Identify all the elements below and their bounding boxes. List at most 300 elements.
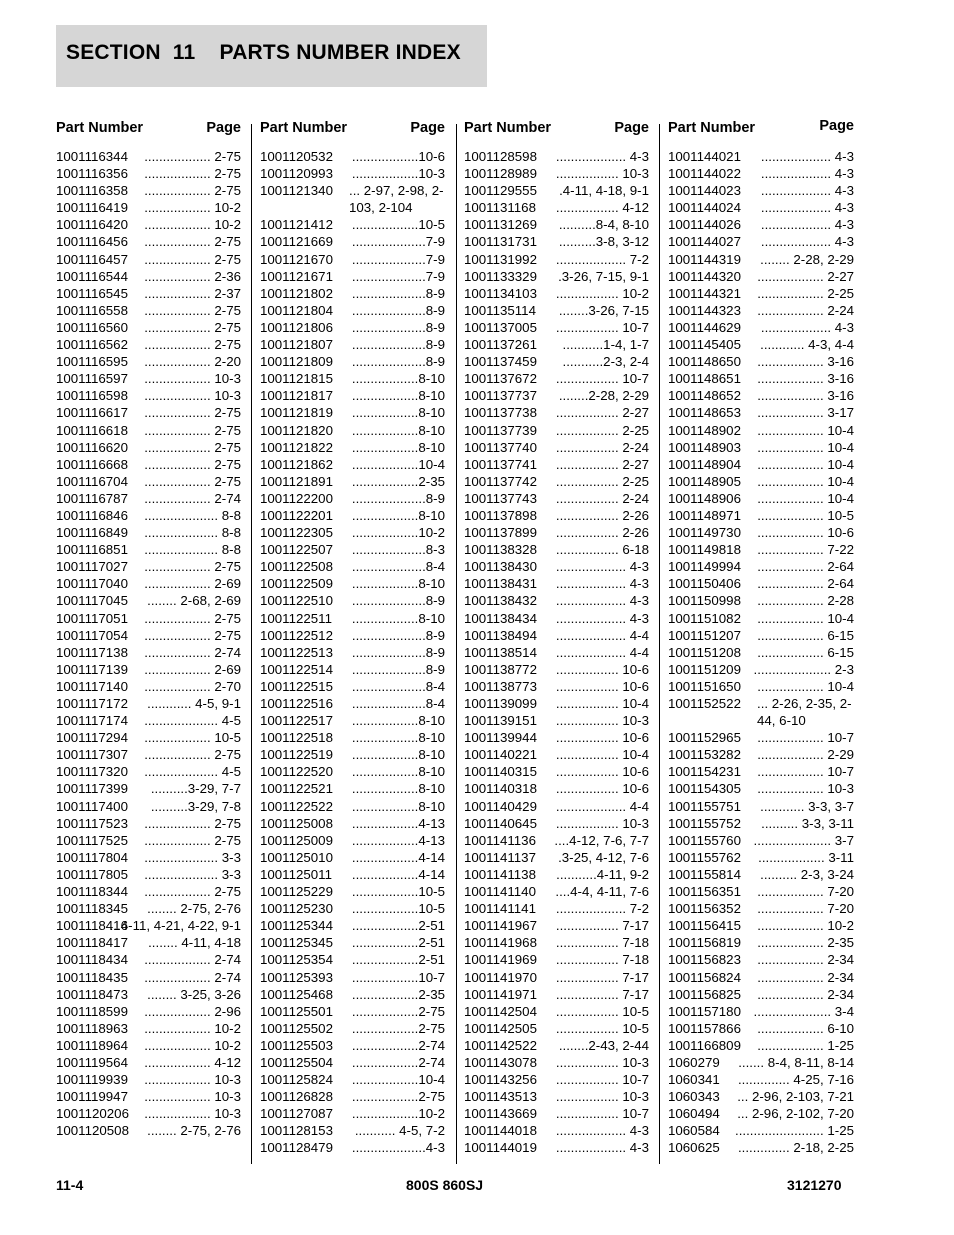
- page-reference: .................. 10-3: [144, 1072, 241, 1088]
- index-entry: [56, 1020, 241, 1037]
- page-reference: ....................8-9: [351, 644, 445, 660]
- page-reference: .................. 1-25: [757, 1037, 854, 1053]
- page-reference: .................. 10-6: [757, 525, 854, 541]
- page-reference: ..................2-75: [351, 1003, 445, 1019]
- part-number: 1001128479: [260, 1140, 333, 1156]
- page-reference: ................. 10-6: [555, 730, 649, 746]
- column-header: [464, 118, 649, 148]
- index-entry: [668, 883, 854, 900]
- page-reference: ..................... 3-7: [753, 832, 854, 848]
- page-reference: ................. 10-3: [555, 815, 649, 831]
- index-entry: [464, 610, 649, 627]
- index-entry: [260, 900, 445, 917]
- page-reference: .................. 2-75: [144, 183, 241, 199]
- page-header: Page: [819, 118, 854, 134]
- page-reference: ................... 4-3: [555, 576, 649, 592]
- part-number: 1001118964: [56, 1037, 128, 1053]
- index-entry: [668, 798, 854, 815]
- page-reference: ................. 2-25: [555, 473, 649, 489]
- page-reference: ..................... 2-3: [753, 661, 854, 677]
- page-reference: .................. 10-3: [144, 1089, 241, 1105]
- index-entry: [668, 1003, 854, 1020]
- part-number: 1001116618: [56, 422, 128, 438]
- part-number: 1001117174: [56, 713, 128, 729]
- page-reference: ................... 4-3: [555, 610, 649, 626]
- index-entry: [260, 644, 445, 661]
- part-number: 1001138328: [464, 542, 537, 558]
- part-number: 1001125468: [260, 986, 333, 1002]
- part-number: 1001144023: [668, 183, 741, 199]
- part-number: 1001137738: [464, 405, 537, 421]
- index-entry: [56, 1088, 241, 1105]
- page-reference: ..................2-51: [351, 952, 445, 968]
- index-entry: [260, 678, 445, 695]
- page-reference: ....................8-9: [351, 490, 445, 506]
- page-reference: ..........3-29, 7-8: [150, 798, 241, 814]
- index-entry: [464, 302, 649, 319]
- page-reference: ................... 4-3: [760, 149, 854, 164]
- index-entry: [260, 182, 445, 216]
- index-entry: [668, 1054, 854, 1071]
- part-number: 1001144019: [464, 1140, 537, 1156]
- part-number: 1001137742: [464, 473, 537, 489]
- index-entry: [56, 729, 241, 746]
- index-entry: [464, 251, 649, 268]
- part-number: 1001121669: [260, 234, 333, 250]
- part-number: 1001139151: [464, 713, 537, 729]
- page-reference: .................. 10-7: [757, 730, 854, 746]
- index-entry: [464, 849, 649, 866]
- page-reference: .................. 2-75: [144, 473, 241, 489]
- part-number: 1001119947: [56, 1089, 128, 1105]
- part-number: 1001143256: [464, 1072, 537, 1088]
- page-reference: ................. 2-24: [555, 490, 649, 506]
- index-entry: [260, 336, 445, 353]
- page-reference: .................. 10-4: [757, 473, 854, 489]
- part-number: 1001117320: [56, 764, 128, 780]
- page-reference: ................. 10-6: [555, 781, 649, 797]
- index-entry: [260, 285, 445, 302]
- page-reference: .................. 2-64: [757, 576, 854, 592]
- page-reference: .................. 10-5: [144, 730, 241, 746]
- part-number: 1001116419: [56, 200, 128, 216]
- index-entry: [668, 268, 854, 285]
- part-number: 1001148906: [668, 490, 741, 506]
- page-reference: ............ 4-5, 9-1: [147, 696, 241, 711]
- part-number: 1001122508: [260, 559, 333, 575]
- page-reference: ................. 2-27: [555, 456, 649, 472]
- page-reference: .................. 10-7: [757, 764, 854, 780]
- page-reference: ................. 10-6: [555, 661, 649, 677]
- index-entry: [464, 746, 649, 763]
- page-reference: ....................8-9: [351, 354, 445, 370]
- part-number: 1001122507: [260, 542, 333, 558]
- page-reference: .................. 2-75: [144, 166, 241, 182]
- index-entry: [464, 507, 649, 524]
- index-entry: [668, 729, 854, 746]
- page-header: Page: [206, 120, 241, 136]
- part-number: 1001125229: [260, 884, 333, 900]
- page-reference: ....................8-9: [351, 627, 445, 643]
- page-reference: ................... 4-4: [555, 798, 649, 814]
- page-reference: ................. 2-26: [555, 507, 649, 523]
- page-reference: ................. 2-26: [555, 525, 649, 541]
- page-reference: .................... 8-8: [144, 542, 241, 558]
- page-reference: ................... 4-3: [760, 200, 854, 216]
- part-number: 1001139099: [464, 696, 537, 711]
- index-entry: [56, 575, 241, 592]
- page-reference: ..................10-2: [351, 1106, 445, 1122]
- index-entry: [668, 1088, 854, 1105]
- part-number-header: Part Number: [56, 120, 144, 136]
- part-number: 1001155752: [668, 815, 741, 831]
- part-number: 1001116595: [56, 354, 128, 370]
- index-entry: [56, 541, 241, 558]
- page-reference: ... 2-96, 2-103, 7-21: [737, 1089, 854, 1105]
- index-entry: [260, 798, 445, 815]
- page-reference: ..................10-5: [351, 901, 445, 917]
- part-number: 1001135114: [464, 302, 536, 318]
- index-entry: [260, 1105, 445, 1122]
- part-number: 1001125010: [260, 849, 333, 865]
- index-entry: [260, 661, 445, 678]
- page-reference: ...........4-11, 9-2: [556, 866, 649, 882]
- part-number: 1001122305: [260, 525, 333, 541]
- part-number: 1001151082: [668, 610, 741, 626]
- index-entry: [464, 592, 649, 609]
- index-entry: [260, 233, 445, 250]
- page-reference: .................. 2-35: [757, 935, 854, 951]
- page-reference: .................. 2-69: [144, 661, 241, 677]
- page-reference: .................. 10-3: [144, 1106, 241, 1122]
- part-number: 1001148651: [668, 371, 741, 387]
- column-divider: [251, 124, 252, 1164]
- page-reference: .................. 2-75: [144, 302, 241, 318]
- part-number: 1001144022: [668, 166, 741, 182]
- index-entry: [668, 951, 854, 968]
- page-reference: .................. 3-16: [757, 354, 854, 370]
- index-entry: [56, 986, 241, 1003]
- part-number: 1001157180: [668, 1003, 741, 1019]
- page-reference: ....................8-3: [351, 542, 445, 558]
- part-number: 1001148652: [668, 388, 741, 404]
- part-number: 1001143669: [464, 1106, 537, 1122]
- page-reference: ................. 10-6: [555, 678, 649, 694]
- index-entry: [464, 490, 649, 507]
- page-reference: .................. 3-16: [757, 388, 854, 404]
- index-entry: [56, 1054, 241, 1071]
- part-number: 1001120532: [260, 149, 333, 164]
- index-entry: [260, 165, 445, 182]
- index-entry: [56, 336, 241, 353]
- part-number: 1060584: [668, 1123, 720, 1139]
- page-reference: ..................2-51: [351, 918, 445, 934]
- index-entry: [56, 319, 241, 336]
- part-number: 1001144026: [668, 217, 741, 233]
- page-reference: ....................8-9: [351, 302, 445, 318]
- part-number: 1001137743: [464, 490, 537, 506]
- index-entry: [464, 1105, 649, 1122]
- part-number: 1001117307: [56, 747, 128, 763]
- index-entry: [464, 216, 649, 233]
- index-entry: [464, 575, 649, 592]
- index-entry: [56, 849, 241, 866]
- page-reference: ....................7-9: [351, 234, 445, 250]
- index-entry: [260, 319, 445, 336]
- index-entry: [464, 900, 649, 917]
- index-entry: [668, 1139, 854, 1156]
- part-number: 1001148904: [668, 456, 741, 472]
- index-entry: [668, 302, 854, 319]
- page-reference: .................. 2-74: [144, 644, 241, 660]
- index-entry: [668, 336, 854, 353]
- part-number: 1001116560: [56, 319, 128, 335]
- index-entry: [464, 456, 649, 473]
- page-reference: ................... 4-3: [555, 149, 649, 164]
- part-number: 1001120206: [56, 1106, 129, 1122]
- part-number: 1001134103: [464, 285, 537, 301]
- index-entry: [56, 199, 241, 216]
- page-reference: ..................2-74: [351, 1037, 445, 1053]
- page-reference: .................. 7-20: [757, 884, 854, 900]
- part-number: 1001157866: [668, 1020, 741, 1036]
- page-reference: ..................8-10: [351, 730, 445, 746]
- part-number: 1001117138: [56, 644, 128, 660]
- page-reference: ................. 10-5: [555, 1003, 649, 1019]
- page-reference: ..................10-7: [351, 969, 445, 985]
- page-reference: ....................8-4: [351, 559, 445, 575]
- part-number: 1001144323: [668, 302, 741, 318]
- page-reference: ..................... 3-4: [753, 1003, 854, 1019]
- index-entry: [668, 815, 854, 832]
- page-reference: .................. 2-20: [144, 354, 241, 370]
- index-entry: [260, 866, 445, 883]
- part-number: 1001118344: [56, 884, 128, 900]
- part-number: 1001131269: [464, 217, 537, 233]
- page-reference: .......... 3-3, 3-11: [761, 815, 854, 831]
- index-entry: [668, 404, 854, 421]
- index-entry: [464, 541, 649, 558]
- index-entry: [668, 1105, 854, 1122]
- page-reference: ..................8-10: [351, 713, 445, 729]
- part-number: 1001141967: [464, 918, 537, 934]
- index-entry: [260, 729, 445, 746]
- index-entry: [56, 439, 241, 456]
- part-number: 1001140221: [464, 747, 537, 763]
- part-number: 1001156415: [668, 918, 741, 934]
- page-reference: .................. 2-37: [144, 285, 241, 301]
- index-entry: [56, 934, 241, 951]
- part-number: 1001125393: [260, 969, 333, 985]
- page-reference: .................. 3-17: [757, 405, 854, 421]
- page-reference: ....... 8-4, 8-11, 8-14: [738, 1054, 854, 1070]
- part-number: 1001141971: [464, 986, 537, 1002]
- index-entry: [464, 969, 649, 986]
- page-reference: .................... 3-3: [144, 849, 241, 865]
- part-number: 1001133329: [464, 268, 537, 284]
- page-reference: ..................2-75: [351, 1089, 445, 1105]
- part-number: 1001116597: [56, 371, 128, 387]
- page-reference: .................. 2-34: [757, 986, 854, 1002]
- index-column-4: [668, 118, 854, 1157]
- part-number: 1001142504: [464, 1003, 537, 1019]
- part-number: 1001140429: [464, 798, 537, 814]
- index-entry: [464, 1054, 649, 1071]
- index-entry: [464, 798, 649, 815]
- page-reference: .................. 6-10: [757, 1020, 854, 1036]
- part-number: 1001117172: [56, 696, 128, 711]
- part-number: 1001121822: [260, 439, 333, 455]
- index-entry: [668, 746, 854, 763]
- index-column-1: [56, 118, 241, 1139]
- part-number: 1001145405: [668, 337, 741, 353]
- page-reference: .................. 3-16: [757, 371, 854, 387]
- page-reference: .................. 2-34: [757, 969, 854, 985]
- index-entry: [56, 644, 241, 661]
- page-reference: .................... 4-5: [144, 764, 241, 780]
- page-reference: ................... 7-2: [555, 251, 649, 267]
- index-entry: [464, 285, 649, 302]
- index-entry: [464, 695, 649, 712]
- page-reference: ..................10-4: [351, 456, 445, 472]
- index-entry: [464, 934, 649, 951]
- index-entry: [464, 712, 649, 729]
- index-entry: [464, 1020, 649, 1037]
- index-entry: [464, 1037, 649, 1054]
- part-number: 1001143078: [464, 1054, 537, 1070]
- index-entry: [668, 627, 854, 644]
- index-entry: [56, 1105, 241, 1122]
- page-reference: ...........2-3, 2-4: [562, 354, 649, 370]
- part-number: 1001116356: [56, 166, 128, 182]
- page-reference: .................. 2-34: [757, 952, 854, 968]
- page-reference: .................. 10-5: [757, 507, 854, 523]
- page-reference: ..................2-51: [351, 935, 445, 951]
- part-number: 1001149994: [668, 559, 741, 575]
- part-number: 1001116849: [56, 525, 128, 541]
- index-entry: [464, 473, 649, 490]
- page-reference: ..................4-13: [351, 832, 445, 848]
- page-reference: .................. 10-2: [144, 1020, 241, 1036]
- page-reference: ........2-43, 2-44: [558, 1037, 649, 1053]
- page-reference: .............. 2-18, 2-25: [737, 1140, 854, 1156]
- page-reference: ................. 10-3: [555, 713, 649, 729]
- page-reference: ....4-12, 7-6, 7-7: [554, 832, 649, 848]
- part-number: 1001156351: [668, 884, 741, 900]
- part-number: 1001138430: [464, 559, 537, 575]
- index-entry: [56, 285, 241, 302]
- part-number: 1001127087: [260, 1106, 333, 1122]
- index-entry: [668, 422, 854, 439]
- part-number: 1001120993: [260, 166, 333, 182]
- part-number: 1060343: [668, 1089, 720, 1105]
- part-number: 1001122521: [260, 781, 333, 797]
- index-entry: [464, 661, 649, 678]
- index-entry: [56, 763, 241, 780]
- part-number: 1001121802: [260, 285, 333, 301]
- page-reference: ................... 4-3: [760, 319, 854, 335]
- index-entry: [56, 815, 241, 832]
- index-entry: [464, 353, 649, 370]
- part-number: 1001121340: [260, 183, 333, 199]
- page-reference: ..................2-35: [351, 473, 445, 489]
- page-reference: ........ 2-75, 2-76: [147, 901, 241, 917]
- page-reference: .................. 2-75: [144, 439, 241, 455]
- index-entry: [260, 627, 445, 644]
- part-number: 1001125504: [260, 1054, 333, 1070]
- part-number: 1001119564: [56, 1054, 128, 1070]
- part-number: 1001155760: [668, 832, 741, 848]
- page-reference: ....................7-9: [351, 268, 445, 284]
- page-reference: ........................ 1-25: [735, 1123, 854, 1139]
- part-number: 1001144021: [668, 149, 741, 164]
- part-number: 1001119939: [56, 1072, 128, 1088]
- page-reference: ..................2-74: [351, 1054, 445, 1070]
- part-number: 1001151209: [668, 661, 741, 677]
- index-entry: [260, 473, 445, 490]
- part-number: 1001156825: [668, 986, 741, 1002]
- index-entry: [464, 1122, 649, 1139]
- page-reference: ...4-11, 4-21, 4-22, 9-1: [109, 918, 241, 934]
- part-number: 1001148902: [668, 422, 741, 438]
- page-reference: .................. 2-27: [757, 268, 854, 284]
- page-reference: ................. 10-7: [555, 319, 649, 335]
- page-reference: .................. 3-11: [758, 849, 854, 865]
- part-number: 1001142522: [464, 1037, 537, 1053]
- index-entry: [668, 780, 854, 797]
- index-entry: [464, 1071, 649, 1088]
- page-reference: .................. 2-74: [144, 490, 241, 506]
- entry-list: [464, 148, 649, 1157]
- part-number: 1001148905: [668, 473, 741, 489]
- page-reference: .................. 2-29: [757, 747, 854, 763]
- page-reference: .4-11, 4-18, 9-1: [559, 183, 649, 199]
- page-reference: .................. 10-4: [757, 490, 854, 506]
- part-number: 1001117294: [56, 730, 128, 746]
- page-reference: ..................8-10: [351, 388, 445, 404]
- page-reference: ................. 2-24: [555, 439, 649, 455]
- page-reference: ..................4-14: [351, 866, 445, 882]
- page-reference: .................. 2-75: [144, 610, 241, 626]
- part-number: 1001121412: [260, 217, 333, 233]
- part-number: 1001117140: [56, 678, 128, 694]
- page-reference: .................. 4-12: [144, 1054, 241, 1070]
- part-number: 1001116544: [56, 268, 128, 284]
- index-entry: [56, 832, 241, 849]
- part-number: 1001151208: [668, 644, 741, 660]
- index-entry: [260, 302, 445, 319]
- part-number: 1001137261: [464, 337, 537, 353]
- part-number: 1001140315: [464, 764, 537, 780]
- part-number: 1001156819: [668, 935, 741, 951]
- index-entry: [260, 575, 445, 592]
- footer-model: 800S 860SJ: [406, 1177, 484, 1193]
- page-reference: ................. 10-6: [555, 764, 649, 780]
- index-entry: [260, 1020, 445, 1037]
- index-entry: [56, 951, 241, 968]
- index-entry: [260, 148, 445, 165]
- part-number: 1001125501: [260, 1003, 333, 1019]
- page-reference: ................... 4-4: [555, 644, 649, 660]
- part-number: 1060341: [668, 1072, 720, 1088]
- index-entry: [464, 917, 649, 934]
- page-reference: ................... 4-3: [760, 183, 854, 199]
- part-number: 1001117399: [56, 781, 128, 797]
- part-number: 1001117045: [56, 593, 128, 609]
- part-number: 1001117040: [56, 576, 128, 592]
- part-number: 1001144018: [464, 1123, 537, 1139]
- index-entry: [464, 148, 649, 165]
